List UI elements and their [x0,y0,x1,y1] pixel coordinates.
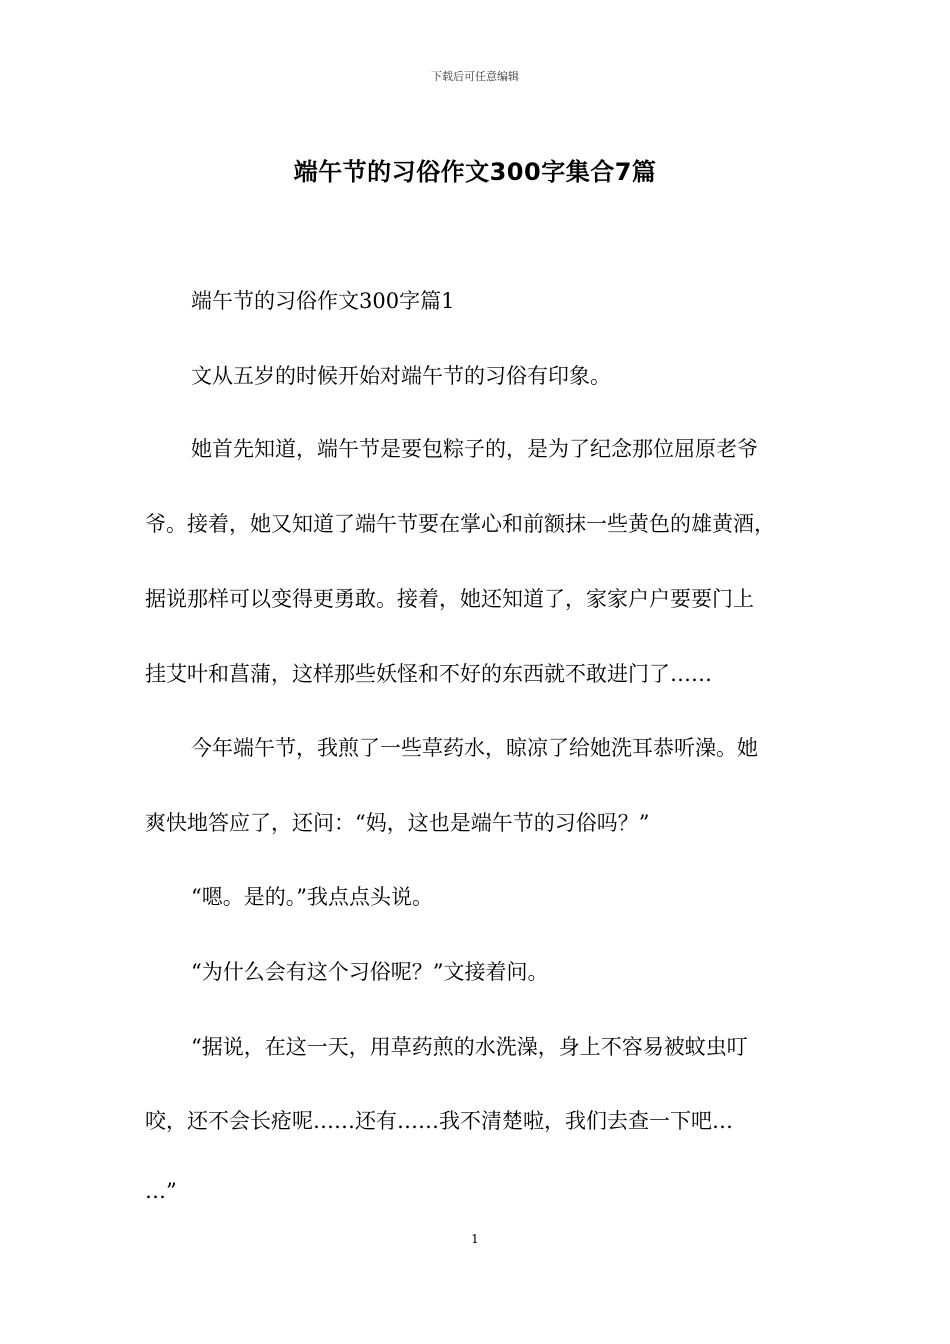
section-heading: 端午节的习俗作文300字篇1 [191,289,455,313]
paragraph-line: 挂艾叶和菖蒲，这样那些妖怪和不好的东西就不敢进门了…… [145,662,712,686]
paragraph-line: 文从五岁的时候开始对端午节的习俗有印象。 [191,364,611,388]
header-note: 下载后可任意编辑 [431,70,519,83]
paragraph-line: …” [145,1179,177,1203]
paragraph-line: “为什么会有这个习俗呢？”文接着问。 [191,960,549,984]
page-number: 1 [471,1232,479,1246]
paragraph-line: “嗯。是的。”我点点头说。 [191,885,433,909]
paragraph-line: 据说那样可以变得更勇敢。接着，她还知道了，家家户户要要门上 [145,587,754,611]
paragraph-line: 她首先知道，端午节是要包粽子的，是为了纪念那位屈原老爷 [191,437,758,461]
paragraph-line: 爷。接着，她又知道了端午节要在掌心和前额抹一些黄色的雄黄酒， [145,512,775,536]
paragraph-line: 今年端午节，我煎了一些草药水，晾凉了给她洗耳恭听澡。她 [191,736,758,760]
paragraph-line: 咬，还不会长疮呢……还有……我不清楚啦，我们去查一下吧… [145,1109,733,1133]
paragraph-line: 爽快地答应了，还问：“妈，这也是端午节的习俗吗？” [145,811,650,835]
document-title: 端午节的习俗作文300字集合7篇 [293,158,657,186]
paragraph-line: “据说，在这一天，用草药煎的水洗澡，身上不容易被蚊虫叮 [191,1035,748,1059]
